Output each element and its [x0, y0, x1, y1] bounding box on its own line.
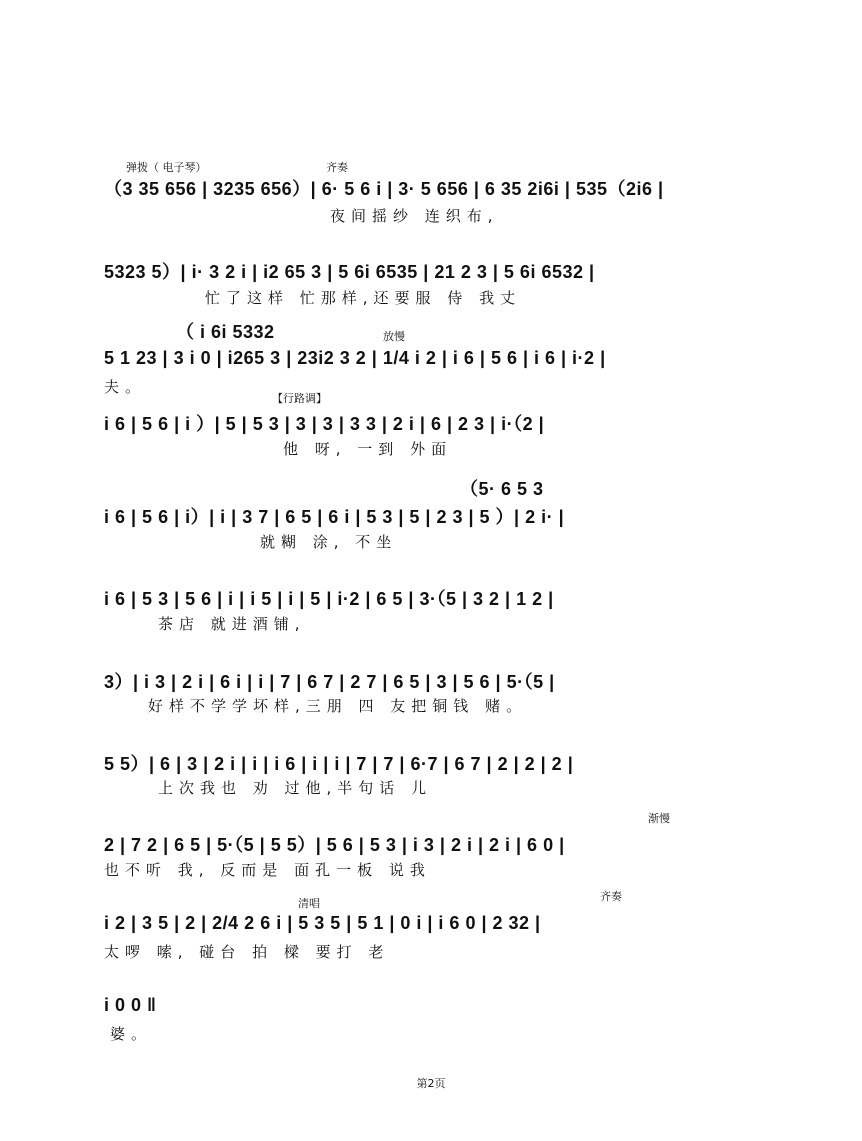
lyric-line: 夫。: [104, 378, 147, 396]
lyric-line: 也不听 我, 反而是 面孔一板 说我: [104, 861, 431, 879]
notation-line: （3 35 656 | 3235 656）| 6· 5 6 i | 3· 5 656 | 6 35 2i6i | 535（2i6 |: [104, 179, 664, 199]
lyric-line: 婆。: [110, 1025, 153, 1043]
lyric-line: 太啰 嗦, 碰台 拍 樑 要打 老: [104, 943, 390, 961]
instrumental-notation: （5· 6 5 3: [460, 479, 544, 499]
notation-line: 3）| i 3 | 2 i | 6 i | i | 7 | 6 7 | 2 7 | 6 5 | 3 | 5 6 | 5·（5 |: [104, 672, 555, 692]
lyric-line: 茶店 就进酒铺,: [158, 615, 306, 633]
instrument-marking: 弹拨（ 电子琴）: [126, 161, 207, 174]
notation-line: 5 1 23 | 3 i 0 | i265 3 | 23i2 3 2 | 1/4 i 2 | i 6 | 5 6 | i 6 | i·2 |: [104, 348, 606, 368]
tempo-marking: 渐慢: [648, 812, 670, 825]
notation-line: i 6 | 5 6 | i ）| 5 | 5 3 | 3 | 3 | 3 3 | 2 i | 6 | 2 3 | i·（2 |: [104, 414, 545, 434]
lyric-line: 就糊 涂, 不坐: [260, 533, 398, 551]
instrumental-notation: （ i 6i 5332: [176, 322, 275, 342]
vocal-marking: 清唱: [298, 897, 320, 910]
lyric-line: 忙了这样 忙那样,还要服 侍 我丈: [205, 289, 522, 307]
lyric-line: 他 呀, 一到 外面: [283, 440, 453, 458]
notation-line: 5323 5）| i· 3 2 i | i2 65 3 | 5 6i 6535 | 21 2 3 | 5 6i 6532 |: [104, 262, 595, 282]
notation-line: i 6 | 5 6 | i）| i | 3 7 | 6 5 | 6 i | 5 3 | 5 | 2 3 | 5 ）| 2 i· |: [104, 507, 565, 527]
tempo-marking: 放慢: [383, 330, 405, 343]
notation-line: 2 | 7 2 | 6 5 | 5·（5 | 5 5）| 5 6 | 5 3 | i 3 | 2 i | 2 i | 6 0 |: [104, 835, 565, 855]
notation-line: 5 5）| 6 | 3 | 2 i | i | i 6 | i | i | 7 | 7 | 6·7 | 6 7 | 2 | 2 | 2 |: [104, 754, 574, 774]
notation-line: i 0 0 ‖: [104, 995, 157, 1015]
tempo-marking: 齐奏: [326, 161, 348, 174]
lyric-line: 夜间摇纱 连织布,: [330, 207, 499, 225]
lyric-line: 好样不学学坏样,三朋 四 友把铜钱 赌。: [148, 697, 528, 715]
page-number: 第2页: [416, 1077, 446, 1090]
tempo-marking: 齐奏: [600, 890, 622, 903]
lyric-line: 上次我也 劝 过他,半句话 儿: [158, 779, 433, 797]
tune-marking: 【行路调】: [272, 392, 327, 405]
notation-line: i 6 | 5 3 | 5 6 | i | i 5 | i | 5 | i·2 | 6 5 | 3·（5 | 3 2 | 1 2 |: [104, 589, 554, 609]
notation-line: i 2 | 3 5 | 2 | 2/4 2 6 i | 5 3 5 | 5 1 | 0 i | i 6 0 | 2 32 |: [104, 913, 541, 933]
